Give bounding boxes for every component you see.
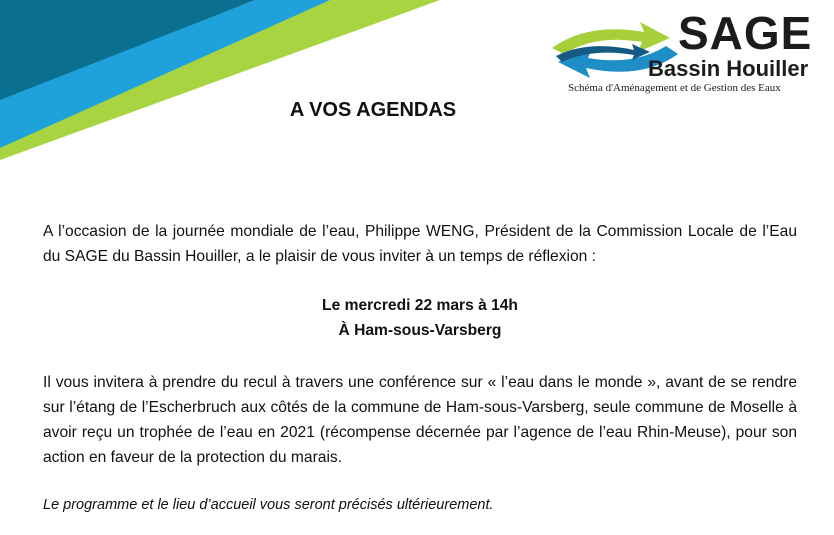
- event-date: Le mercredi 22 mars à 14h: [322, 297, 518, 314]
- logo-subtitle: Bassin Houiller: [648, 56, 809, 81]
- page-title: A VOS AGENDAS: [289, 99, 457, 121]
- details-paragraph: Il vous invitera à prendre du recul à travers une conférence sur « l’eau dans le monde », avant de se rendre sur l’étang de l’Escherbruch aux côtés de la commune de Ham-sous-Varsberg, seule commune de Moselle à avoir reçu un trophée de l’eau en 2021 (récompense décernée par l’agence de l’eau Rhin-Meuse), pour son action en faveur de la protection du marais.: [43, 374, 797, 466]
- intro-paragraph: A l’occasion de la journée mondiale de l’eau, Philippe WENG, Président de la Commission Locale de l’Eau du SAGE du Bassin Houiller, a le plaisir de vous inviter à un temps de réflexion :: [43, 223, 797, 265]
- event-block: [43, 293, 797, 343]
- corner-decoration: [0, 0, 460, 165]
- logo-word: SAGE: [678, 7, 813, 59]
- footer-note: Le programme et le lieu d’accueil vous seront précisés ultérieurement.: [43, 497, 494, 513]
- logo-tagline: Schéma d'Aménagement et de Gestion des Eaux: [568, 82, 781, 94]
- sage-logo: [548, 7, 828, 98]
- event-place: À Ham-sous-Varsberg: [338, 322, 502, 339]
